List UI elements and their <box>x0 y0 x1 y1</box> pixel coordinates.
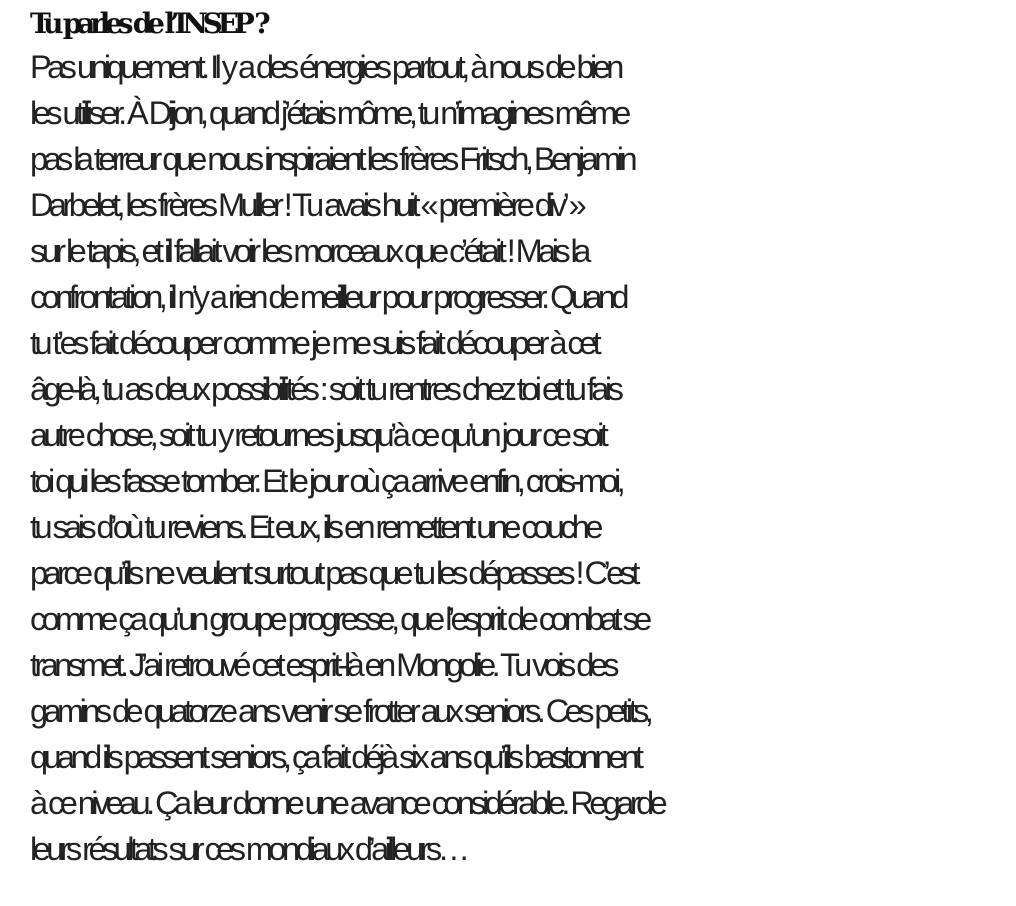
answer-line: tu sais d’où tu reviens. Et eux, ils en remettent une couche <box>30 509 599 545</box>
article <box>30 4 1000 872</box>
answer-line: autre chose, soit tu y retournes jusqu’à ce qu’un jour ce soit <box>30 417 605 453</box>
answer-line: toi qui les fasse tomber. Et le jour où ça arrive enfin, crois-moi, <box>30 463 622 499</box>
question-heading: Tu parles de l’INSEP ? <box>30 7 266 40</box>
answer-line: transmet. J’ai retrouvé cet esprit-là en Mongolie. Tu vois des <box>30 647 615 683</box>
answer-line: les utiliser. À Dijon, quand j’étais môme, tu n’imagines même <box>30 95 627 131</box>
answer-line: leurs résultats sur ces mondiaux d’ailleurs… <box>30 831 466 867</box>
answer-line: Darbelet, les frères Muller ! Tu avais huit « première div’ » <box>30 187 583 223</box>
answer-line: Pas uniquement. Il y a des énergies partout, à nous de bien <box>30 49 620 85</box>
answer-line: tu t’es fait découper comme je me suis fait découper à cet <box>30 325 598 361</box>
answer-paragraph <box>30 44 1000 872</box>
answer-line: comme ça qu’un groupe progresse, que l’esprit de combat se <box>30 601 648 637</box>
answer-line: âge-là, tu as deux possibilités : soit tu rentres chez toi et tu fais <box>30 371 620 407</box>
answer-line: quand ils passent seniors, ça fait déjà six ans qu’ils bastonnent <box>30 739 640 775</box>
answer-line: parce qu’ils ne veulent surtout pas que tu les dépasses ! C’est <box>30 555 636 591</box>
answer-line: gamins de quatorze ans venir se frotter aux seniors. Ces petits, <box>30 693 650 729</box>
answer-line: pas la terreur que nous inspiraient les frères Fritsch, Benjamin <box>30 141 633 177</box>
answer-line: sur le tapis, et il fallait voir les morceaux que c’était ! Mais la <box>30 233 587 269</box>
answer-line: confrontation, il n’y a rien de meilleur pour progresser. Quand <box>30 279 625 315</box>
answer-line: à ce niveau. Ça leur donne une avance considérable. Regarde <box>30 785 664 821</box>
